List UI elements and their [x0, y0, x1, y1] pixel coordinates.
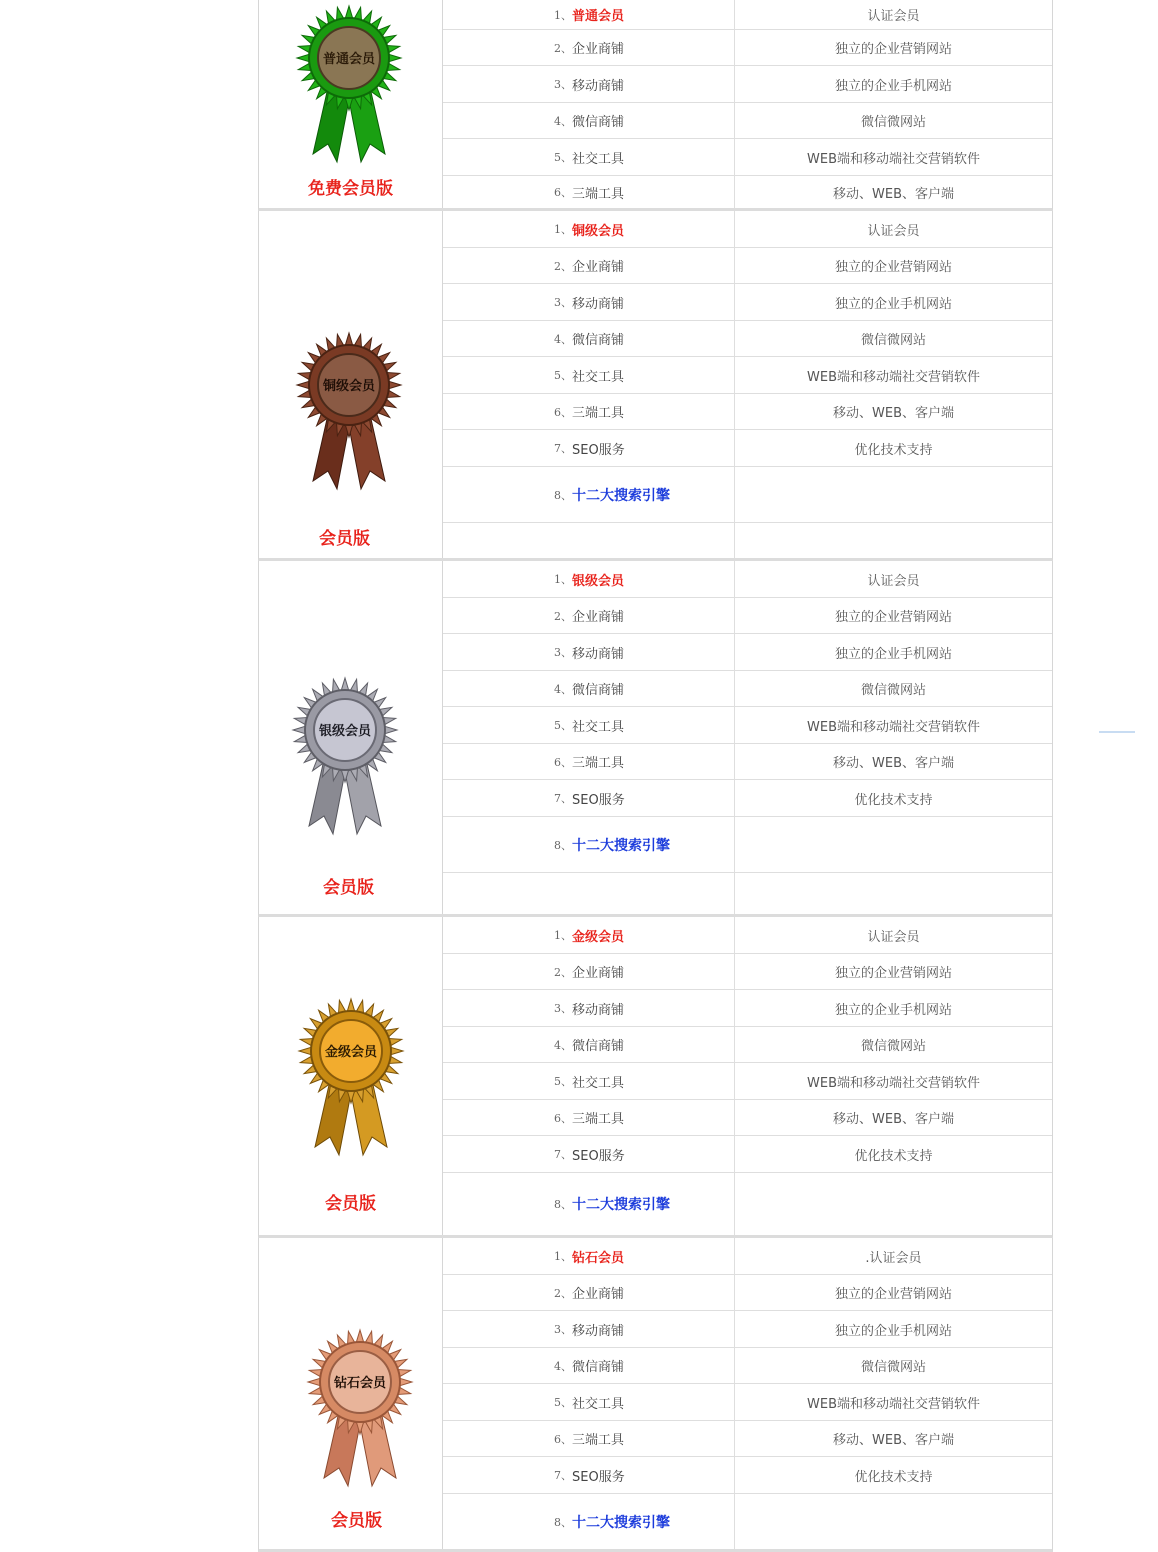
tier-free	[258, 0, 1053, 211]
table-row: 4、 微信商铺 微信微网站	[442, 103, 1052, 139]
feature-desc: 独立的企业手机网站	[834, 78, 952, 94]
feature-desc: WEB端和移动端社交营销软件	[807, 369, 980, 385]
table-row: 4、 微信商铺 微信微网站	[442, 321, 1052, 357]
feature-desc: 独立的企业手机网站	[834, 1002, 952, 1018]
table-row: 6、 三端工具 移动、WEB、客户端	[442, 394, 1052, 430]
tier-name: 金级会员	[572, 929, 625, 945]
tier-badge-area	[259, 917, 443, 1235]
table-row: 5、 社交工具 WEB端和移动端社交营销软件	[442, 1384, 1052, 1421]
feature-rows	[442, 0, 1052, 208]
feature-desc: 优化技术支持	[854, 792, 933, 808]
tier-caption: 会员版	[319, 529, 370, 549]
feature-desc: 认证会员	[867, 9, 920, 24]
feature-desc: 移动、WEB、客户端	[833, 1112, 954, 1127]
feature-desc	[735, 523, 1052, 558]
table-row: 4、 微信商铺 微信微网站	[442, 1348, 1052, 1384]
tier-bronze	[258, 211, 1053, 561]
rosette-badge-icon	[293, 4, 405, 164]
feature-desc: 优化技术支持	[854, 1148, 933, 1164]
rosette-badge-icon	[304, 1328, 416, 1488]
feature-desc: WEB端和移动端社交营销软件	[807, 1075, 980, 1091]
feature-name: 三端工具	[572, 1433, 625, 1448]
feature-desc	[735, 467, 1052, 522]
rosette-badge-icon	[293, 331, 405, 491]
feature-desc: WEB端和移动端社交营销软件	[807, 151, 980, 167]
badge-label: 铜级会员	[322, 379, 376, 394]
tier-diamond	[258, 1238, 1053, 1552]
table-row: 1、 普通会员 认证会员	[442, 0, 1052, 30]
table-row: 7、 SEO服务 优化技术支持	[442, 430, 1052, 467]
tier-badge-area	[259, 561, 443, 914]
badge-label: 钻石会员	[333, 1376, 387, 1391]
search-engines-link: 十二大搜索引擎	[572, 1514, 670, 1531]
feature-rows	[442, 211, 1052, 558]
tier-caption: 会员版	[331, 1511, 382, 1531]
feature-desc	[735, 1173, 1052, 1235]
table-row: 1、 银级会员 认证会员	[442, 561, 1052, 598]
table-row	[442, 523, 1052, 558]
feature-desc: 独立的企业营销网站	[834, 42, 952, 57]
feature-name: 社交工具	[572, 1075, 625, 1091]
badge-label: 普通会员	[322, 52, 376, 67]
feature-name: 企业商铺	[572, 42, 625, 57]
feature-name: 移动商铺	[572, 646, 625, 662]
search-engines-link: 十二大搜索引擎	[572, 1197, 670, 1213]
table-row: 5、 社交工具 WEB端和移动端社交营销软件	[442, 357, 1052, 394]
table-row: 6、 三端工具 移动、WEB、客户端	[442, 1421, 1052, 1457]
feature-desc: 移动、WEB、客户端	[833, 406, 954, 421]
rosette-badge-icon	[289, 676, 401, 836]
table-row: 8、 十二大搜索引擎	[442, 1494, 1052, 1549]
table-row: 2、 企业商铺 独立的企业营销网站	[442, 598, 1052, 634]
table-row: 5、 社交工具 WEB端和移动端社交营销软件	[442, 139, 1052, 176]
tier-caption: 会员版	[323, 878, 374, 898]
feature-name: 企业商铺	[572, 1287, 625, 1302]
feature-desc: WEB端和移动端社交营销软件	[807, 1396, 980, 1412]
feature-name: 微信商铺	[572, 333, 625, 348]
feature-desc: 认证会员	[867, 223, 920, 239]
table-row: 3、 移动商铺 独立的企业手机网站	[442, 990, 1052, 1027]
table-row: 4、 微信商铺 微信微网站	[442, 671, 1052, 707]
search-engines-link: 十二大搜索引擎	[572, 487, 670, 504]
table-row: 7、 SEO服务 优化技术支持	[442, 1136, 1052, 1173]
feature-name: 微信商铺	[572, 1039, 625, 1054]
tier-name: 银级会员	[572, 573, 625, 589]
table-row: 6、 三端工具 移动、WEB、客户端	[442, 744, 1052, 780]
feature-desc: 独立的企业营销网站	[834, 1287, 952, 1302]
feature-desc: 独立的企业手机网站	[834, 646, 952, 662]
feature-desc: 独立的企业营销网站	[834, 610, 952, 625]
table-row: 7、 SEO服务 优化技术支持	[442, 1457, 1052, 1494]
feature-rows	[442, 917, 1052, 1235]
table-row: 2、 企业商铺 独立的企业营销网站	[442, 30, 1052, 66]
feature-desc: 移动、WEB、客户端	[833, 1433, 954, 1448]
feature-name: 三端工具	[572, 406, 625, 421]
feature-desc: 微信微网站	[860, 115, 926, 130]
feature-desc: 微信微网站	[860, 1039, 926, 1054]
search-engines-link: 十二大搜索引擎	[572, 837, 670, 854]
feature-desc: 移动、WEB、客户端	[833, 186, 954, 202]
feature-desc: WEB端和移动端社交营销软件	[807, 719, 980, 735]
feature-name: 企业商铺	[572, 966, 625, 981]
table-row	[442, 873, 1052, 914]
feature-desc: 微信微网站	[860, 683, 926, 698]
tier-badge-area	[259, 211, 443, 558]
feature-desc: 独立的企业手机网站	[834, 296, 952, 312]
feature-desc	[735, 817, 1052, 872]
decorative-line	[1099, 731, 1135, 733]
table-row: 8、 十二大搜索引擎	[442, 1173, 1052, 1235]
feature-desc: 优化技术支持	[854, 442, 933, 458]
feature-desc: .认证会员	[865, 1250, 922, 1266]
tier-name: 钻石会员	[572, 1250, 625, 1266]
feature-name: 移动商铺	[572, 1323, 625, 1339]
feature-desc: 优化技术支持	[854, 1469, 933, 1485]
feature-name: 社交工具	[572, 1396, 625, 1412]
table-row: 2、 企业商铺 独立的企业营销网站	[442, 954, 1052, 990]
table-row: 3、 移动商铺 独立的企业手机网站	[442, 1311, 1052, 1348]
table-row: 1、 钻石会员 .认证会员	[442, 1238, 1052, 1275]
table-row: 2、 企业商铺 独立的企业营销网站	[442, 248, 1052, 284]
tier-gold	[258, 917, 1053, 1238]
feature-desc: 独立的企业手机网站	[834, 1323, 952, 1339]
tier-badge-area	[259, 0, 443, 208]
tier-name: 普通会员	[572, 9, 625, 24]
feature-name: SEO服务	[572, 1148, 625, 1164]
table-row: 1、 铜级会员 认证会员	[442, 211, 1052, 248]
table-row: 3、 移动商铺 独立的企业手机网站	[442, 634, 1052, 671]
feature-desc	[735, 873, 1052, 914]
feature-name: 企业商铺	[572, 260, 625, 275]
feature-name: 移动商铺	[572, 78, 625, 94]
table-row: 1、 金级会员 认证会员	[442, 917, 1052, 954]
table-row: 7、 SEO服务 优化技术支持	[442, 780, 1052, 817]
badge-label: 金级会员	[324, 1045, 378, 1060]
feature-name: 三端工具	[572, 186, 625, 202]
tier-silver	[258, 561, 1053, 917]
table-row: 5、 社交工具 WEB端和移动端社交营销软件	[442, 1063, 1052, 1100]
feature-name: 社交工具	[572, 719, 625, 735]
feature-name: 微信商铺	[572, 683, 625, 698]
table-row: 8、 十二大搜索引擎	[442, 467, 1052, 523]
tier-name: 铜级会员	[572, 223, 625, 239]
table-row: 4、 微信商铺 微信微网站	[442, 1027, 1052, 1063]
badge-label: 银级会员	[318, 724, 372, 739]
feature-name: SEO服务	[572, 792, 625, 808]
tier-badge-area	[259, 1238, 443, 1549]
feature-name: 移动商铺	[572, 296, 625, 312]
table-row: 2、 企业商铺 独立的企业营销网站	[442, 1275, 1052, 1311]
tier-caption: 免费会员版	[308, 179, 393, 199]
table-row: 3、 移动商铺 独立的企业手机网站	[442, 284, 1052, 321]
feature-name: 微信商铺	[572, 115, 625, 130]
feature-desc: 微信微网站	[860, 333, 926, 348]
rosette-badge-icon	[295, 997, 407, 1157]
feature-name: 社交工具	[572, 151, 625, 167]
tier-caption: 会员版	[325, 1194, 376, 1214]
feature-name: 微信商铺	[572, 1360, 625, 1375]
feature-desc: 移动、WEB、客户端	[833, 756, 954, 771]
feature-desc: 独立的企业营销网站	[834, 260, 952, 275]
table-row: 6、 三端工具 移动、WEB、客户端	[442, 176, 1052, 208]
table-row: 8、 十二大搜索引擎	[442, 817, 1052, 873]
feature-name: 企业商铺	[572, 610, 625, 625]
feature-name: 移动商铺	[572, 1002, 625, 1018]
table-row: 6、 三端工具 移动、WEB、客户端	[442, 1100, 1052, 1136]
feature-name: 社交工具	[572, 369, 625, 385]
membership-table	[258, 0, 1053, 1552]
feature-desc: 独立的企业营销网站	[834, 966, 952, 981]
feature-name: SEO服务	[572, 442, 625, 458]
feature-name: SEO服务	[572, 1469, 625, 1485]
table-row: 3、 移动商铺 独立的企业手机网站	[442, 66, 1052, 103]
feature-rows	[442, 1238, 1052, 1549]
feature-rows	[442, 561, 1052, 914]
table-row: 5、 社交工具 WEB端和移动端社交营销软件	[442, 707, 1052, 744]
feature-desc: 认证会员	[867, 573, 920, 589]
feature-desc	[735, 1494, 1052, 1549]
feature-name: 三端工具	[572, 1112, 625, 1127]
feature-desc: 微信微网站	[860, 1360, 926, 1375]
feature-desc: 认证会员	[867, 929, 920, 945]
feature-name: 三端工具	[572, 756, 625, 771]
